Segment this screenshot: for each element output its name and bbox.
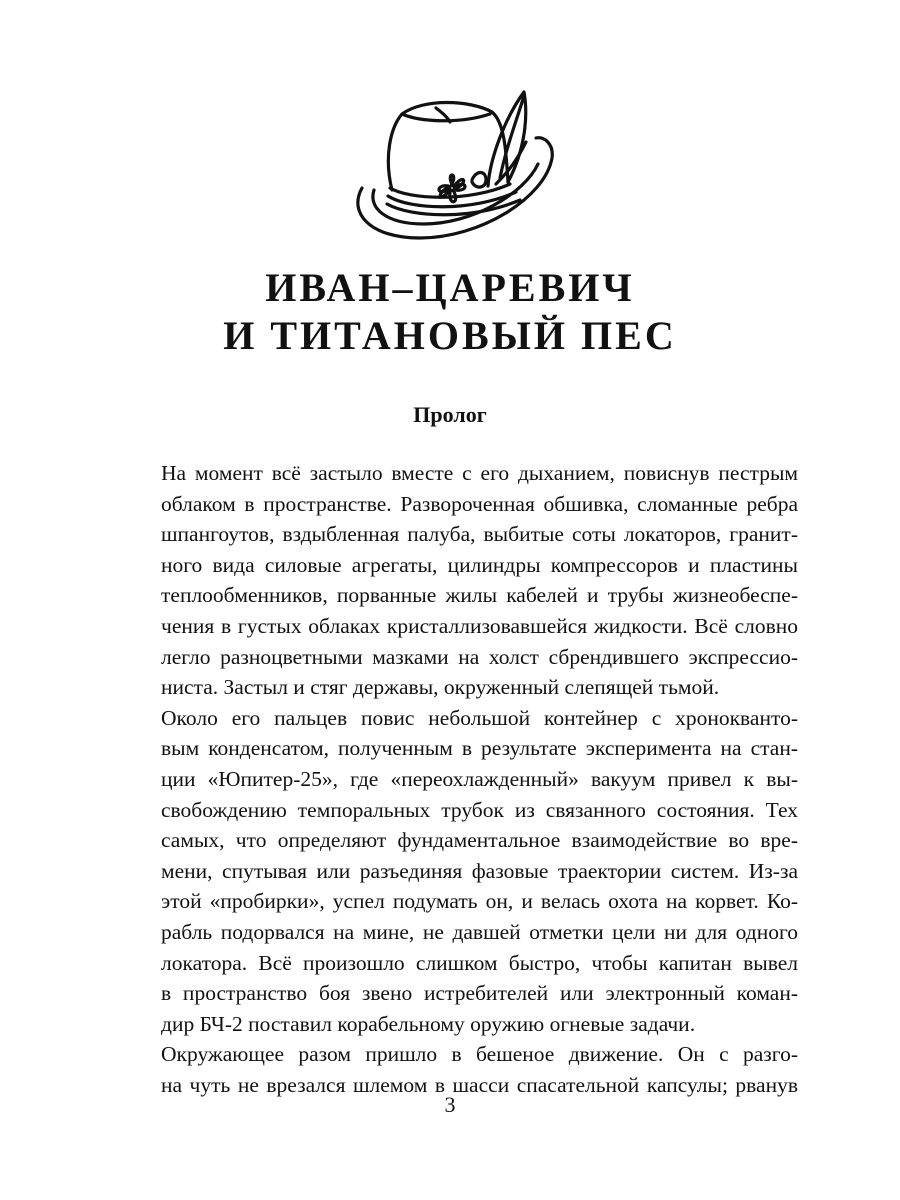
text-line: Окружающее разом пришло в бешеное движение. Он с разго-: [161, 1042, 798, 1067]
text-line: На момент всё застыло вместе с его дыханием, повиснув пестрым: [161, 461, 798, 485]
text-line: рабль подорвался на мине, не давшей отметки цели ни для одного: [161, 919, 798, 944]
page-number: 3: [444, 1092, 456, 1117]
section-heading: Пролог: [413, 402, 487, 427]
text-line: ции «Юпитер-25», где «переохлажденный» вакуум привел к вы-: [161, 766, 798, 791]
text-line: мени, спутывая или разъединяя фазовые траектории систем. Из-за: [161, 858, 798, 883]
paragraph-2: [138, 703, 798, 1040]
text-line: чения в густых облаках кристаллизовавшейся жидкости. Всё словно: [161, 613, 798, 638]
paragraph-1: [138, 458, 798, 703]
text-line: самых, что определяют фундаментальное взаимодействие во вре-: [161, 828, 798, 853]
text-line: локатора. Всё произошло слишком быстро, чтобы капитан вывел: [161, 950, 798, 975]
text-line: шпангоутов, вздыбленная палуба, выбитые соты локаторов, гранит-: [161, 522, 798, 547]
text-line: этой «пробирки», успел подумать он, и велась охота на корвет. Ко-: [161, 889, 798, 914]
text-line: дир БЧ-2 поставил корабельному оружию огневые задачи.: [161, 1011, 696, 1036]
title-line-1: ИВАН–ЦАРЕВИЧ: [265, 265, 635, 310]
text-line: свобождению темпоральных трубок из связанного состояния. Тех: [161, 797, 798, 822]
text-line: в пространство боя звено истребителей или электронный коман-: [161, 981, 798, 1006]
hat-illustration-icon: [340, 78, 560, 248]
title-line-2: И ТИТАНОВЫЙ ПЕС: [223, 313, 677, 358]
body-text: [138, 458, 798, 1100]
text-line: облаком в пространстве. Развороченная обшивка, сломанные ребра: [161, 491, 798, 516]
text-line: ниста. Застыл и стяг державы, окруженный слепящей тьмой.: [161, 675, 720, 700]
text-line: легло разноцветными мазками на холст сбрендившего экспрессио-: [161, 644, 798, 669]
text-line: на чуть не врезался шлемом в шасси спасательной капсулы; рванув: [161, 1072, 798, 1097]
text-line: ного вида силовые агрегаты, цилиндры компрессоров и пластины: [161, 552, 798, 577]
text-line: теплообменников, порванные жилы кабелей и трубы жизнеобеспе-: [161, 583, 798, 608]
text-line: вым конденсатом, полученным в результате эксперимента на стан-: [161, 736, 798, 761]
text-line: Около его пальцев повис небольшой контейнер с хронокванто-: [161, 705, 798, 730]
